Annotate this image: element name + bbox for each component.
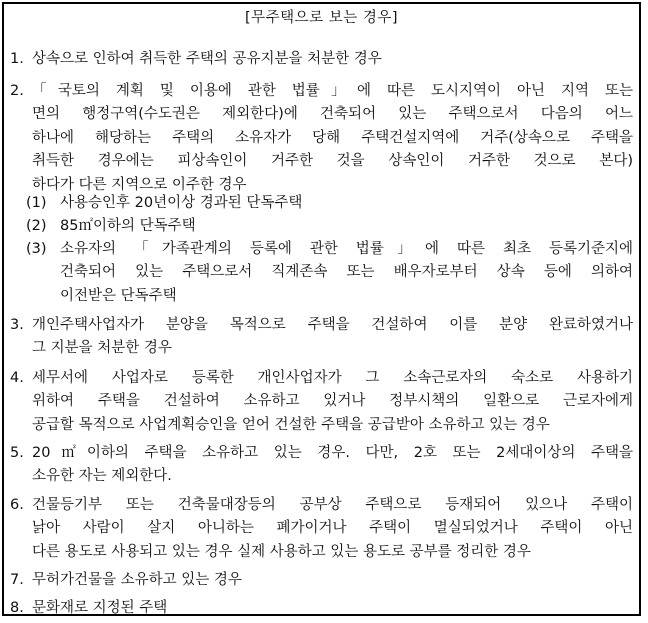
sub-item-text: 이전받은 단독주택 (60, 287, 177, 304)
item-text: 「국토의 계획 및 이용에 관한 법률」에 따른 도시지역이 아닌 지역 또는 (32, 83, 633, 99)
sub-item-2 (26, 215, 633, 238)
list-item-6 (10, 494, 633, 564)
item-text: 20㎡이하의 주택을 소유하고 있는 경우. 다만, 2호 또는 2세대이상의 주택을 (32, 445, 633, 461)
item-text: 그 지분을 처분한 경우 (32, 340, 172, 357)
sub-item-text: 85㎡이하의 단독주택 (60, 218, 196, 234)
item-text: 하다가 다른 지역으로 이주한 경우 (32, 176, 247, 193)
sub-item-number: (3) (26, 241, 47, 257)
list-item-3 (10, 314, 633, 361)
item-text: 위하여 주택을 건설하여 소유하고 있거나 정부시책의 일환으로 근로자에게 (32, 393, 633, 410)
item-text: 소유한 자는 제외한다. (32, 468, 172, 485)
item-text: 다른 용도로 사용되고 있는 경우 실제 사용하고 있는 용도로 공부를 정리한 경우 (32, 543, 531, 560)
item-text: 취득한 경우에는 피상속인이 거주한 것을 상속인이 거주한 것으로 본다) (32, 153, 633, 170)
sub-item-1 (26, 192, 633, 215)
list-item-4 (10, 367, 633, 437)
item-text: 문화재로 지정된 주택 (32, 600, 168, 616)
item-text: 면의 행정구역(수도권은 제외한다)에 건축되어 있는 주택으로서 다음의 어느 (32, 106, 633, 123)
item-text: 공급할 목적으로 사업계획승인을 얻어 건설한 주택을 공급받아 소유하고 있는 경우 (32, 416, 550, 433)
item-number: 2. (10, 83, 24, 99)
sub-item-text: 소유자의 「가족관계의 등록에 관한 법률」에 따른 최초 등록기준지에 (60, 241, 633, 257)
list-item-1 (10, 48, 633, 71)
item-text: 개인주택사업자가 분양을 목적으로 주택을 건설하여 이를 분양 완료하였거나 (32, 317, 633, 333)
item-number: 1. (10, 51, 24, 67)
list-item-2 (10, 80, 633, 197)
sub-item-3 (26, 238, 633, 308)
sub-item-text: 사용승인후 20년이상 경과된 단독주택 (60, 195, 303, 211)
sub-item-text: 건축되어 있는 주택으로서 직계존속 또는 배우자로부터 상속 등에 의하여 (60, 264, 633, 281)
notice-box (2, 2, 641, 616)
item-number: 4. (10, 370, 24, 386)
sub-item-number: (1) (26, 195, 47, 211)
item-number: 8. (10, 600, 24, 616)
sub-item-number: (2) (26, 218, 47, 234)
item-text: 상속으로 인하여 취득한 주택의 공유지분을 처분한 경우 (32, 51, 382, 67)
item-number: 7. (10, 572, 24, 588)
item-text: 낡아 사람이 살지 아니하는 폐가이거나 주택이 멸실되었거나 주택이 아닌 (32, 520, 633, 537)
list-item-8 (10, 597, 633, 620)
item-number: 5. (10, 445, 24, 461)
item-number: 6. (10, 497, 24, 513)
item-number: 3. (10, 317, 24, 333)
item-text: 무허가건물을 소유하고 있는 경우 (32, 572, 242, 588)
box-title: [무주택으로 보는 경우] (244, 10, 399, 26)
item-text: 건물등기부 또는 건축물대장등의 공부상 주택으로 등재되어 있으나 주택이 (32, 497, 633, 513)
list-item-5 (10, 442, 633, 489)
item-text: 하나에 해당하는 주택의 소유자가 당해 주택건설지역에 거주(상속으로 주택을 (32, 129, 633, 146)
list-item-7 (10, 569, 633, 592)
item-text: 세무서에 사업자로 등록한 개인사업자가 그 소속근로자의 숙소로 사용하기 (32, 370, 633, 386)
